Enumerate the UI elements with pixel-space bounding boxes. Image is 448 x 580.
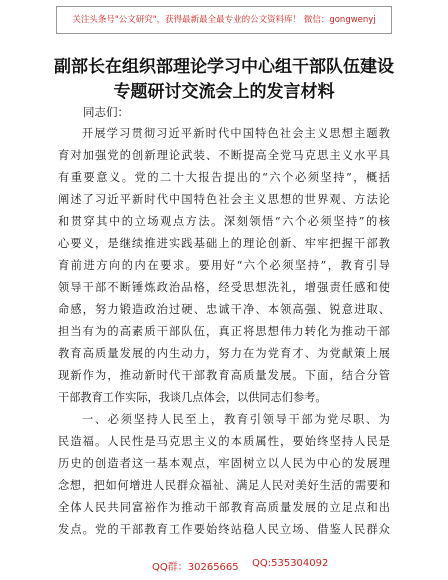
body-line: 育对加强党的创新理论武装、不断提高全党马克思主义水平具 xyxy=(58,149,390,162)
body-line: 育前进方向的内在要求。要用好“六个必须坚持”，教育引导 xyxy=(58,259,390,272)
body-line: 念想，把如何增进人民群众福祉、满足人民对美好生活的需要和 xyxy=(58,479,390,492)
body-line: 心要义，是继续推进实践基础上的理论创新、牢牢把握干部教 xyxy=(58,237,390,250)
body-line: 阐述了习近平新时代中国特色社会主义思想的世界观、方法论 xyxy=(58,193,390,206)
body-line: 现新作为，推动新时代干部教育高质量发展。下面，结合分管 xyxy=(58,369,390,382)
body-line: 和贯穿其中的立场观点方法。深刻领悟“六个必须坚持”的核 xyxy=(58,215,390,228)
body-line: 有重要意义。党的二十大报告提出的“六个必须坚持”，概括 xyxy=(58,171,390,184)
header-notice-box xyxy=(56,6,392,34)
footer-qq: QQ:535304092 xyxy=(252,558,329,569)
salutation: 同志们： xyxy=(83,105,129,119)
body-line: 干部教育工作实际，我谈几点体会，以供同志们参考。 xyxy=(58,391,327,404)
body-line: 全体人民共同富裕作为推动干部教育高质量发展的立足点和出 xyxy=(58,501,390,514)
body-line: 开展学习贯彻习近平新时代中国特色社会主义思想主题教 xyxy=(82,127,390,140)
body-line: 命感，努力锻造政治过硬、忠诚干净、本领高强、锐意进取、 xyxy=(58,303,390,316)
body-line: 发点。党的干部教育工作要始终站稳人民立场、借鉴人民群众 xyxy=(58,523,390,536)
footer-qq-group: QQ群：30265665 xyxy=(152,562,239,573)
header-notice-text: 关注头条号"公文研究"，获得最新最全最专业的公文资料库！ 微信：gongwenyj xyxy=(72,15,376,25)
document-title-line1: 副部长在组织部理论学习中心组干部队伍建设 xyxy=(54,57,394,77)
body-line: 领导干部不断锤炼政治品格，经受思想洗礼，增强责任感和使 xyxy=(58,281,390,294)
document-title-line2: 专题研讨交流会上的发言材料 xyxy=(113,82,335,102)
body-line: 教育高质量发展的内生动力，努力在为党育才、为党献策上展 xyxy=(58,347,390,360)
document-body xyxy=(58,123,390,541)
body-line: 历史的创造者这一基本观点，牢固树立以人民为中心的发展理 xyxy=(58,457,390,470)
body-line: 担当有为的高素质干部队伍，真正将思想伟力转化为推动干部 xyxy=(58,325,390,338)
body-line: 民造福。人民性是马克思主义的本质属性，要始终坚持人民是 xyxy=(58,435,390,448)
body-line: 一、必须坚持人民至上，教育引领导干部为党尽职、为 xyxy=(82,413,390,426)
